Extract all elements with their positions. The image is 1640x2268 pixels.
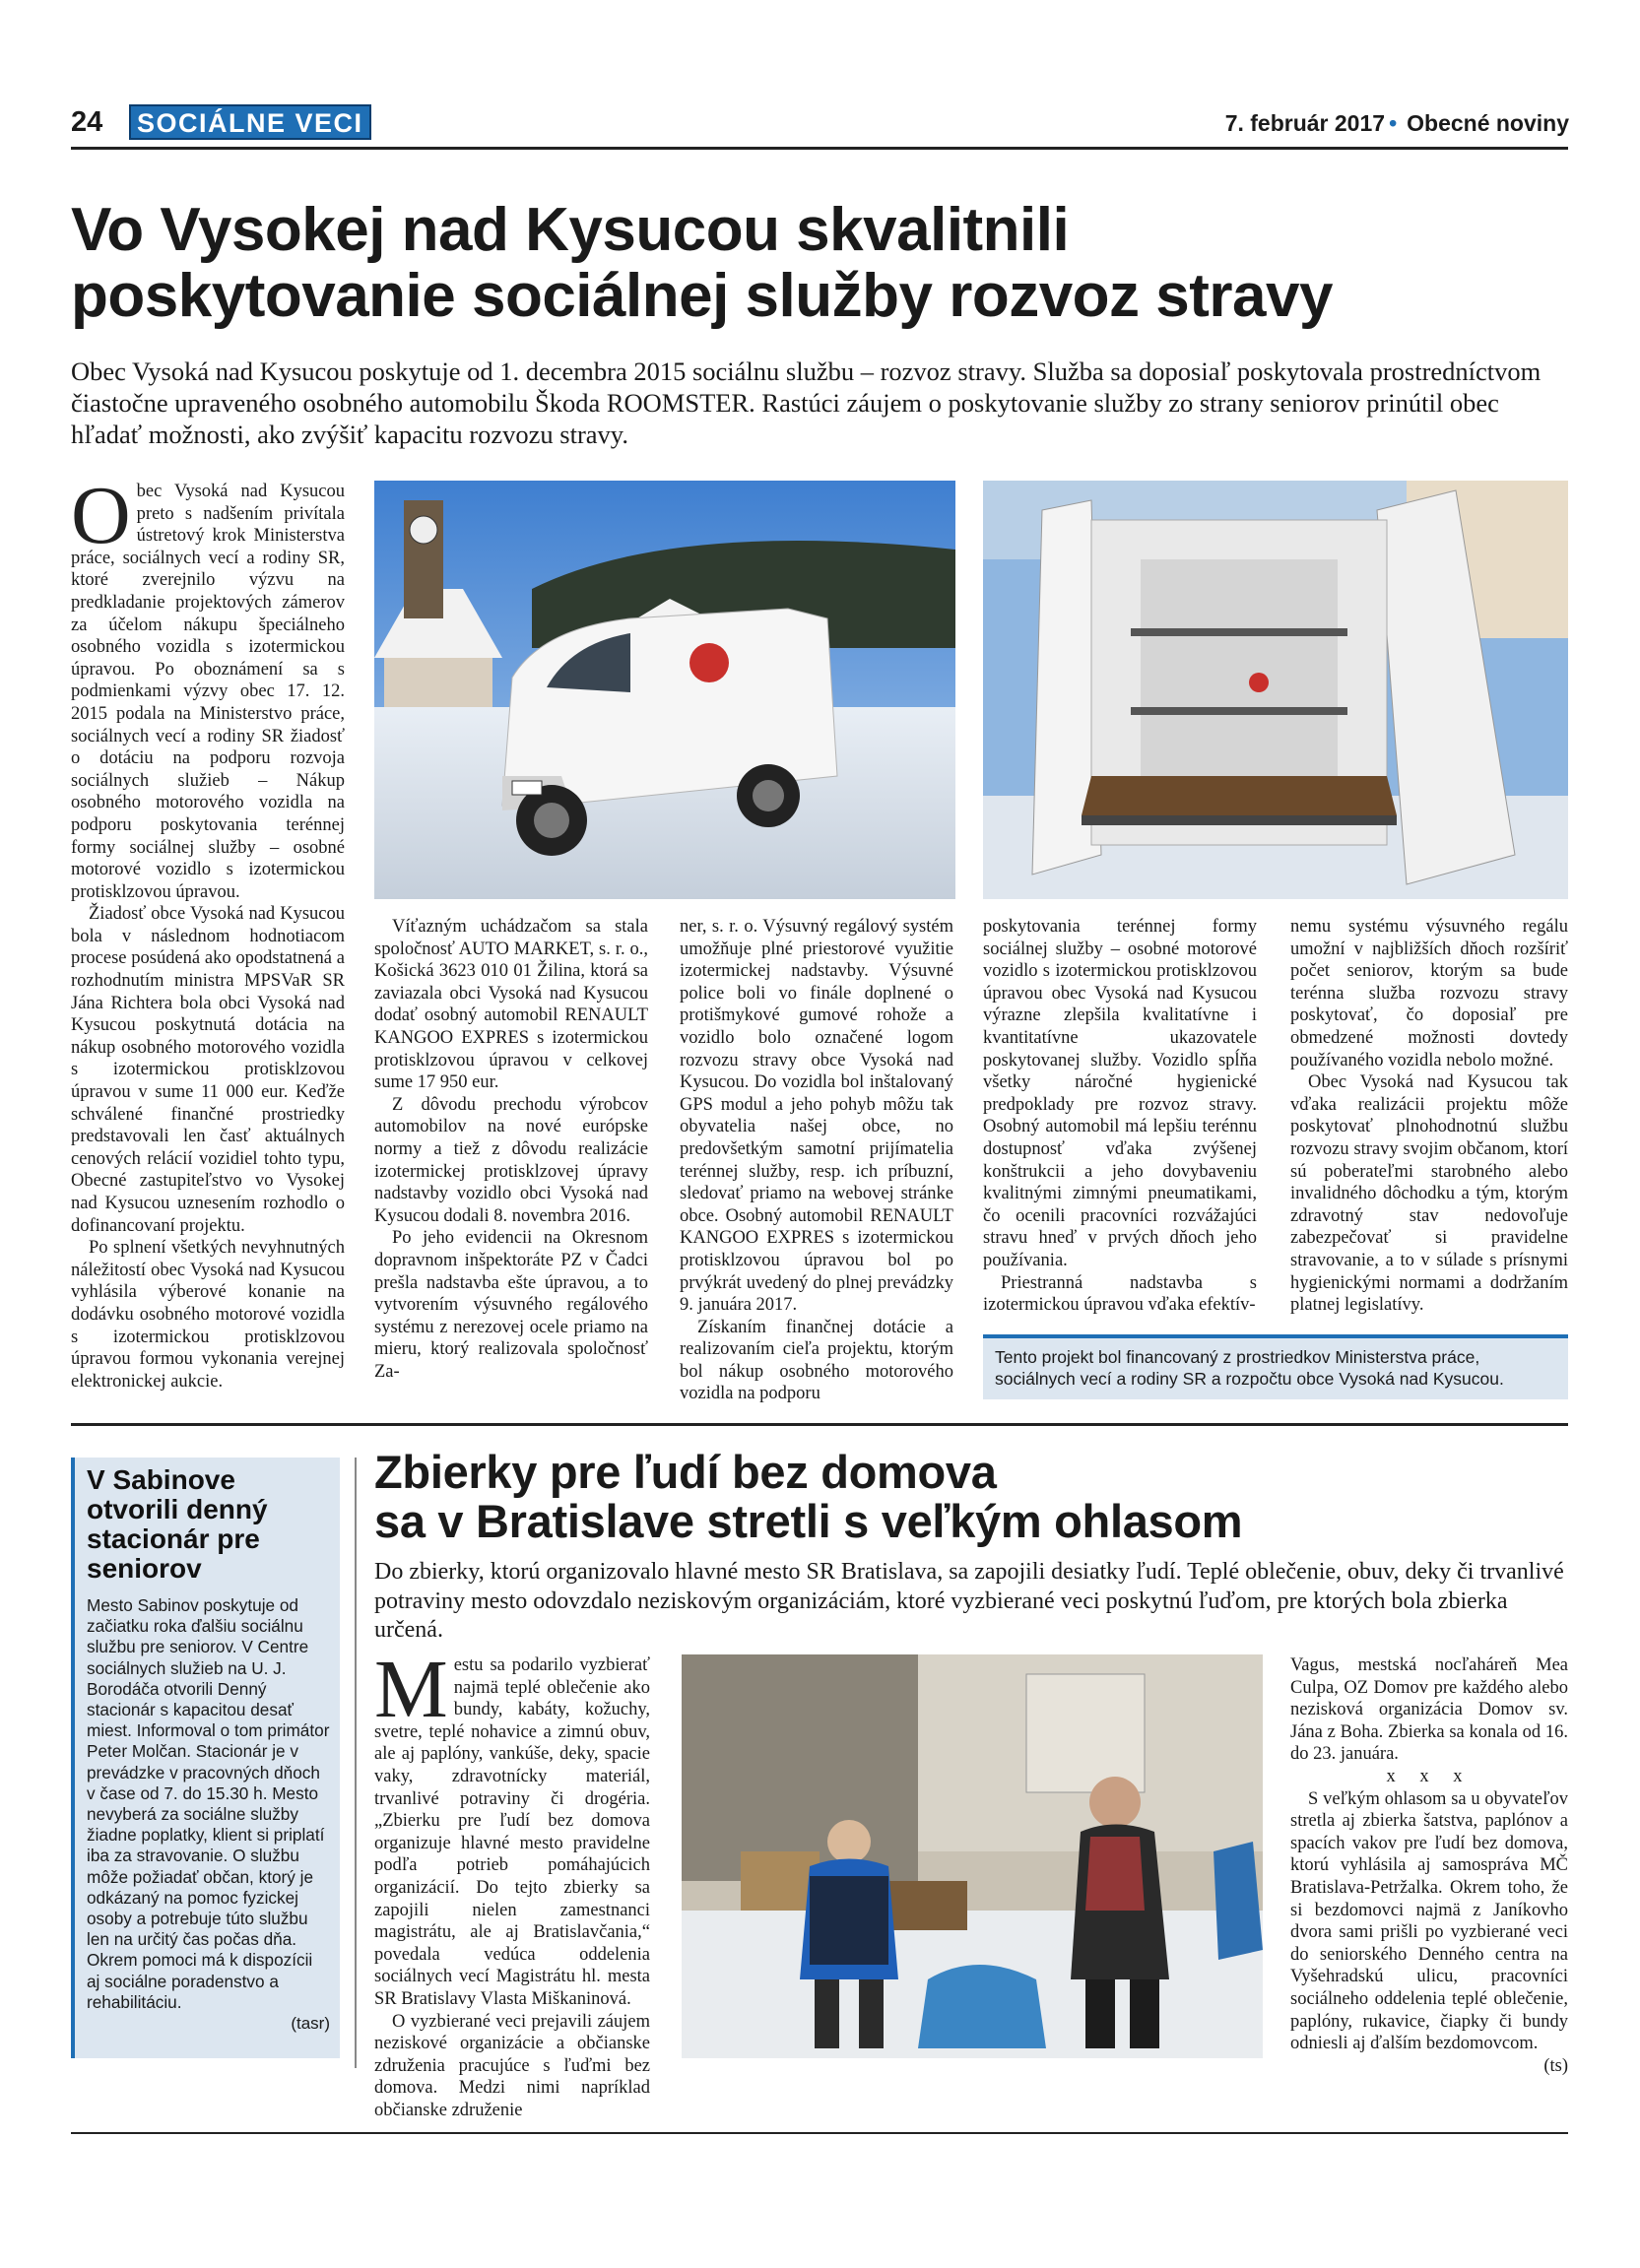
article2-column-1: [374, 1644, 650, 2121]
article1-col5-p1: nemu systému výsuvného regálu umožní v najbližších dňoch rozšíriť počet seniorov, ktorým sa bude terénna služba rozvozu stravy poskytovať, čo doposiaľ pre obmedzené možnosti dovtedy používaného vozidla nebolo možné.: [1290, 917, 1568, 1070]
article2-signature: (ts): [1543, 2055, 1568, 2076]
header-rule: [71, 147, 1568, 150]
article1-title: [71, 197, 1578, 329]
article1-col5-p2: Obec Vysoká nad Kysucou tak vďaka realizácii projektu môže poskytovať plnohodnotnú službu rozvozu stravy svojim občanom, ktorí sú poberateľmi starobného alebo invalidného dôchodku a tým, ktorým zdravotný stav nedovoľuje zabezpečovať si pravidelne stravovanie, a to v súlade s prísnymi hygienickými normami a dodržaním platnej legislatívy.: [1290, 1072, 1568, 1316]
article2-lead: Do zbierky, ktorú organizovalo hlavné mesto SR Bratislava, sa zapojili desiatky ľudí. Teplé oblečenie, obuv, deky či trvanlivé potraviny mesto odovzdalo neziskovým organizáciám, ktoré vyzbierané veci poskytnú ľuďom, pre ktorých bola zbierka určená.: [374, 1559, 1564, 1643]
publication-name: Obecné noviny: [1407, 110, 1569, 136]
photo-delivery-van-image: [374, 481, 955, 899]
issue-date: 7. február 2017: [1224, 110, 1386, 136]
article2-dropcap: M: [374, 1644, 448, 1735]
article1-dropcap: O: [71, 470, 131, 561]
article1-col1-p3: Po splnení všetkých nevyhnutných náležitostí obec Vysoká nad Kysucou vyhlásila výberové konanie na dodávku osobného motorové vozidla s izotermickou protisklzovou úpravou formou vykonania verejnej elektronickej aukcie.: [71, 1238, 345, 1392]
sidebar-title: V Sabinove otvorili denný stacionár pre seniorov: [87, 1464, 268, 1584]
article2-column-2: [1290, 1654, 1568, 2077]
sidebar-vertical-rule: [355, 1458, 357, 2068]
page-number: 24: [71, 106, 103, 138]
bullet: •: [1389, 110, 1398, 136]
article2-title: [374, 1448, 1576, 1546]
photo-van-shelving: [983, 481, 1568, 899]
article1-title-line1: Vo Vysokej nad Kysucou skvalitnili: [71, 196, 1070, 264]
article1-col2-p2: Z dôvodu prechodu výrobcov automobilov na nové európske normy a tiež z dôvodu realizácie izotermickej protisklzovej úpravy nadstavby vozidlo obci Vysoká nad Kysucou dodali 8. novembra 2016.: [374, 1094, 648, 1226]
article1-column-3: [680, 916, 953, 1405]
footer-rule: [71, 2132, 1568, 2134]
photo-delivery-van: [374, 481, 955, 899]
article2-col1-p1: estu sa podarilo vyzbierať najmä teplé oblečenie ako bundy, kabáty, kožuchy, svetre, teplé nohavice a zimnú obuv, ale aj paplóny, vankúše, deky, spacie vaky, zdravotnícky materiál, trvanlivé potraviny či drogéria. „Zbierku pre ľudí bez domova organizuje hlavné mesto pravidelne podľa potrieb pomáhajúcich organizácií. Do tejto zbierky sa zapojili nielen zamestnanci magistrátu, ale aj Bratislavčania,“ povedala vedúca oddelenia sociálnych vecí Magistrátu hl. mesta SR Bratislavy Vlasta Miškaninová.: [374, 1655, 650, 2009]
article1-column-5: [1290, 916, 1568, 1317]
article2-title-line1: Zbierky pre ľudí bez domova: [374, 1446, 997, 1498]
article1-col1-p1: bec Vysoká nad Kysucou preto s nadšením privítala ústretový krok Ministerstva práce, sociálnych vecí a rodiny SR, ktoré zverejnilo výzvu na predkladanie projektových zámerov za účelom nákupu špeciálneho osobného vozidla s izotermickou úpravou. Po oboznámení sa s podmienkami výzvy obec 17. 12. 2015 podala na Ministerstvo práce, sociálnych vecí a rodiny SR žiadosť o dotáciu na podporu rozvoja sociálnych služieb – Nákup osobného motorového vozidla na podporu poskytovania terénnej formy sociálnej služby – osobné motorové vozidlo s izotermickou protisklzovou úpravou.: [71, 482, 345, 902]
photo-donation-collection-image: [682, 1654, 1263, 2058]
sidebar-signature: (tasr): [291, 2014, 330, 2034]
article1-col3-p1: ner, s. r. o. Výsuvný regálový systém umožňuje plné priestorové využitie izotermickej nadstavby. Výsuvné police boli vo finále doplnené o protišmykové gumové rohože a vozidlo bolo označené logom rozvozu stravy obce Vysoká nad Kysucou. Do vozidla bol inštalovaný GPS modul a jeho pohyb môžu tak obyvatelia našej obce, no predovšetkým samotní prijímatelia terénnej služby, resp. ich príbuzní, sledovať priamo na webovej stránke obce. Osobný automobil RENAULT KANGOO EXPRES s izotermickou protisklzovou úpravou bol po prvýkrát uvedený do plnej prevádzky 9. januára 2017.: [680, 917, 953, 1316]
article1-col1-p2: Žiadosť obce Vysoká nad Kysucou bola v následnom hodnotiacom procese posúdená ako opodstatnená a rozhodnutím ministra MPSVaR SR Jána Richtera bola obci Vysoká nad Kysucou poskytnutá dotácia na nákup osobného motorového vozidla s izotermickou protisklzovou úpravou v sume 11 000 eur. Keďže schválené finančné prostriedky predstavovali len časť aktuálnych cenových relácií vozidiel tohto typu, Obecné zastupiteľstvo vo Vysokej nad Kysucou uznesením rozhodlo o dofinancovaní projektu.: [71, 904, 345, 1236]
photo-van-shelving-image: [983, 481, 1568, 899]
sidebar-body: Mesto Sabinov poskytuje od začiatku roka ďalšiu sociálnu službu pre seniorov. V Centre sociálnych služieb na U. J. Borodáča otvorili Denný stacionár s kapacitou desať miest. Informoval o tom primátor Peter Molčan. Stacionár je v prevádzke v pracovných dňoch v čase od 7. do 15.30 h. Mesto nevyberá za sociálne služby žiadne poplatky, klient si priplatí iba za stravovanie. O službu môže požiadať občan, ktorý je odkázaný na pomoc fyzickej osoby a potrebuje túto službu len na určitý čas počas dňa. Okrem pomoci má k dispozícii aj sociálne poradenstvo a rehabilitáciu.: [87, 1595, 330, 2012]
photo-donation-collection: [682, 1654, 1263, 2058]
article1-col2-p1: Víťazným uchádzačom sa stala spoločnosť AUTO MARKET, s. r. o., Košická 3623 010 01 Žilina, ktorá sa zaviazala obci Vysoká nad Kysucou dodať osobný automobil RENAULT KANGOO EXPRES s izotermickou protisklzovou úpravou v celkovej sume 17 950 eur.: [374, 917, 648, 1093]
sidebar-box: [71, 1458, 340, 2058]
funding-note-box: [983, 1334, 1568, 1399]
article1-title-line2: poskytovanie sociálnej služby rozvoz stravy: [71, 262, 1333, 330]
article1-col4-p2: Priestranná nadstavba s izotermickou úpravou vďaka efektív-: [983, 1272, 1257, 1316]
article2-col1-p2: O vyzbierané veci prejavili záujem neziskové organizácie a občianske združenia pracujúce s ľuďmi bez domova. Medzi nimi napríklad občianske združenie: [374, 2011, 650, 2120]
article2-separator: x x x: [1386, 1766, 1473, 1786]
article2-title-line2: sa v Bratislave stretli s veľkým ohlasom: [374, 1495, 1243, 1547]
funding-note: Tento projekt bol financovaný z prostriedkov Ministerstva práce, sociálnych vecí a rodiny SR a rozpočtu obce Vysoká nad Kysucou.: [995, 1347, 1504, 1389]
article1-col4-p1: poskytovania terénnej formy sociálnej služby – osobné motorové vozidlo s izotermickou protisklzovou úpravou obec Vysoká nad Kysucou výrazne zlepšila kvalitatívne i kvantitatívne ukazovatele poskytovanej služby. Vozidlo spĺňa všetky náročné hygienické predpoklady pre rozvoz stravy. Osobný automobil má lepšiu terénnu dostupnosť vďaka zvýšenej konštrukcii a jeho dovybaveniu kvalitnými zimnými pneumatikami, čo ocenili pracovníci rozvážajúci stravu hneď v prvých dňoch jeho používania.: [983, 917, 1257, 1270]
article2-col2-p2: S veľkým ohlasom sa u obyvateľov stretla aj zbierka šatstva, paplónov a spacích vakov pre ľudí bez domova, ktorú vyhlásila aj samospráva MČ Bratislava-Petržalka. Okrem toho, že si bezdomovci najmä z Janíkovho dvora sami prišli po vyzbierané veci do seniorského Denného centra na Vyšehradskú ulicu, pracovníci sociálneho oddelenia teplé oblečenie, paplóny, rukavice, čiapky či bundy odniesli aj ďalším bezdomovcom.: [1290, 1788, 1568, 2054]
article1-column-2: [374, 916, 648, 1383]
article1-column-4: [983, 916, 1257, 1317]
article1-col3-p2: Získaním finančnej dotácie a realizovaním cieľa projektu, ktorým bol nákup osobného motorového vozidla na podporu: [680, 1317, 953, 1404]
article1-col2-p3: Po jeho evidencii na Okresnom dopravnom inšpektoráte PZ v Čadci prešla nadstavba ešte úpravou, a to vytvorením výsuvného regálového systému z nerezovej ocele priamo na mieru, ktorý realizovala spoločnosť Za-: [374, 1228, 648, 1382]
section-divider: [71, 1423, 1568, 1426]
article1-lead: Obec Vysoká nad Kysucou poskytuje od 1. decembra 2015 sociálnu službu – rozvoz stravy. Služba sa doposiaľ poskytovala prostredníctvom čiastočne upraveného osobného automobilu Škoda ROOMSTER. Rastúci záujem o poskytovanie služby zo strany seniorov prinútil obec hľadať možnosti, ako zvýšiť kapacitu rozvozu stravy.: [71, 356, 1542, 449]
article1-column-1: [71, 470, 345, 1393]
section-label: SOCIÁLNE VECI: [129, 104, 371, 140]
issue-date-line: [1225, 110, 1569, 137]
article2-col2-p1: Vagus, mestská nocľaháreň Mea Culpa, OZ Domov pre každého alebo nezisková organizácia Domov sv. Jána z Boha. Zbierka sa konala od 16. do 23. januára.: [1290, 1655, 1568, 1765]
